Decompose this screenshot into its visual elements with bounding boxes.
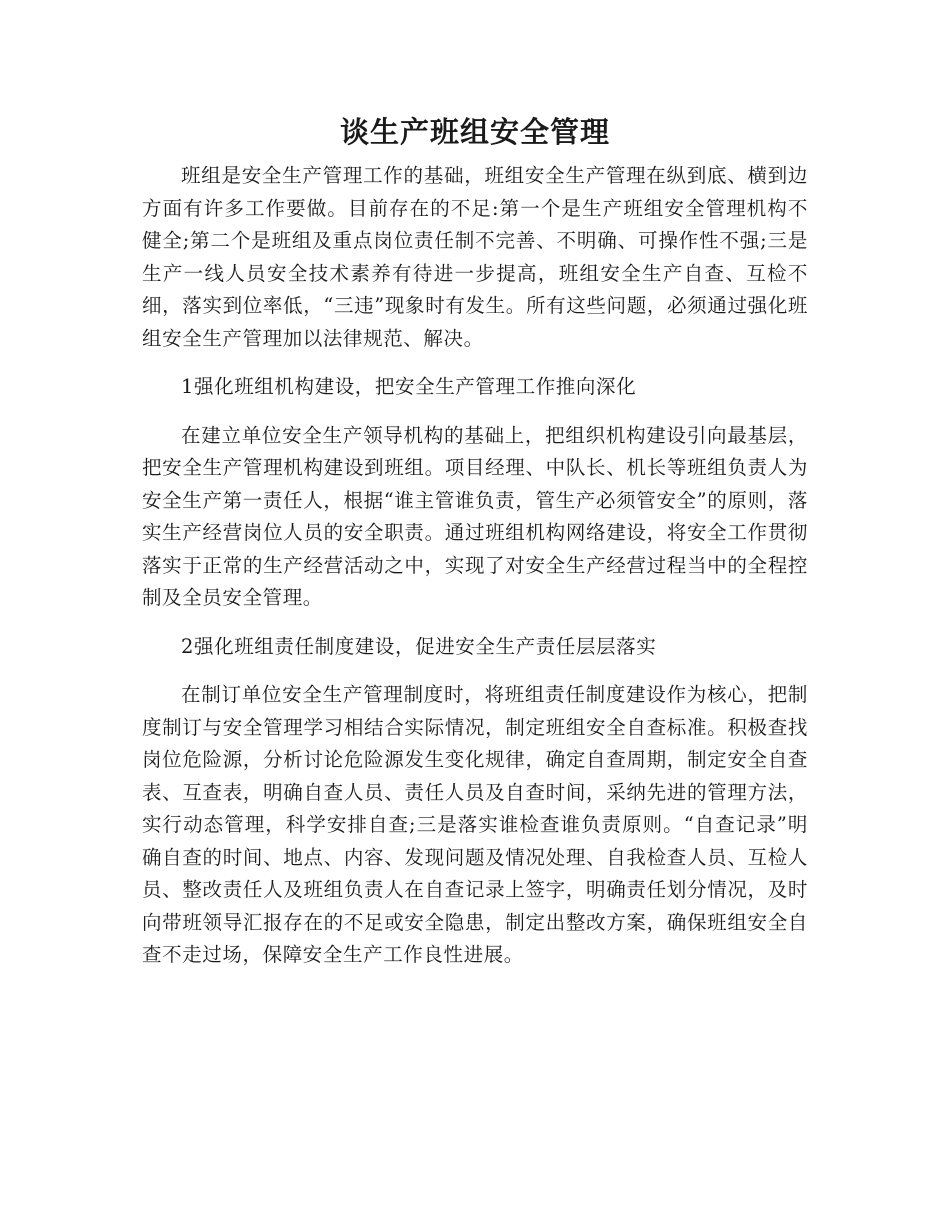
- spacer: [142, 355, 808, 371]
- paragraph-intro: 班组是安全生产管理工作的基础，班组安全生产管理在纵到底、横到边方面有许多工作要做。目前存在的不足:第一个是生产班组安全管理机构不健全;第二个是班组及重点岗位责任制不完善、不明确、可操作性不强;三是生产一线人员安全技术素养有待进一步提高，班组安全生产自查、互检不细，落实到位率低，“三违”现象时有发生。所有这些问题，必须通过强化班组安全生产管理加以法律规范、解决。: [142, 164, 808, 350]
- paragraph-section-2: 在制订单位安全生产管理制度时，将班组责任制度建设作为核心，把制度制订与安全管理学习相结合实际情况，制定班组安全自查标准。积极查找岗位危险源，分析讨论危险源发生变化规律，确定自查周期，制定安全自查表、互查表，明确自查人员、责任人员及自查时间，采纳先进的管理方法，实行动态管理，科学安排自查;三是落实谁检查谁负责原则。“自查记录”明确自查的时间、地点、内容、发现问题及情况处理、自我检查人员、互检人员、整改责任人及班组负责人在自查记录上签字，明确责任划分情况，及时向带班领导汇报存在的不足或安全隐患，制定出整改方案，确保班组安全自查不走过场，保障安全生产工作良性进展。: [142, 683, 808, 966]
- spacer: [142, 663, 808, 679]
- spacer: [142, 615, 808, 631]
- section-heading-2: 2强化班组责任制度建设，促进安全生产责任层层落实: [181, 634, 657, 658]
- spacer: [142, 404, 808, 420]
- document-title: 谈生产班组安全管理: [339, 115, 610, 149]
- section-heading-1: 1强化班组机构建设，把安全生产管理工作推向深化: [181, 375, 637, 398]
- paragraph-section-1: 在建立单位安全生产领导机构的基础上，把组织机构建设引向最基层，把安全生产管理机构建设到班组。项目经理、中队长、机长等班组负责人为安全生产第一责任人，根据“谁主管谁负责，管生产必须管安全”的原则，落实生产经营岗位人员的安全职责。通过班组机构网络建设，将安全工作贯彻落实于正常的生产经营活动之中，实现了对安全生产经营过程当中的全程控制及全员安全管理。: [142, 423, 808, 609]
- document-page: [142, 112, 808, 972]
